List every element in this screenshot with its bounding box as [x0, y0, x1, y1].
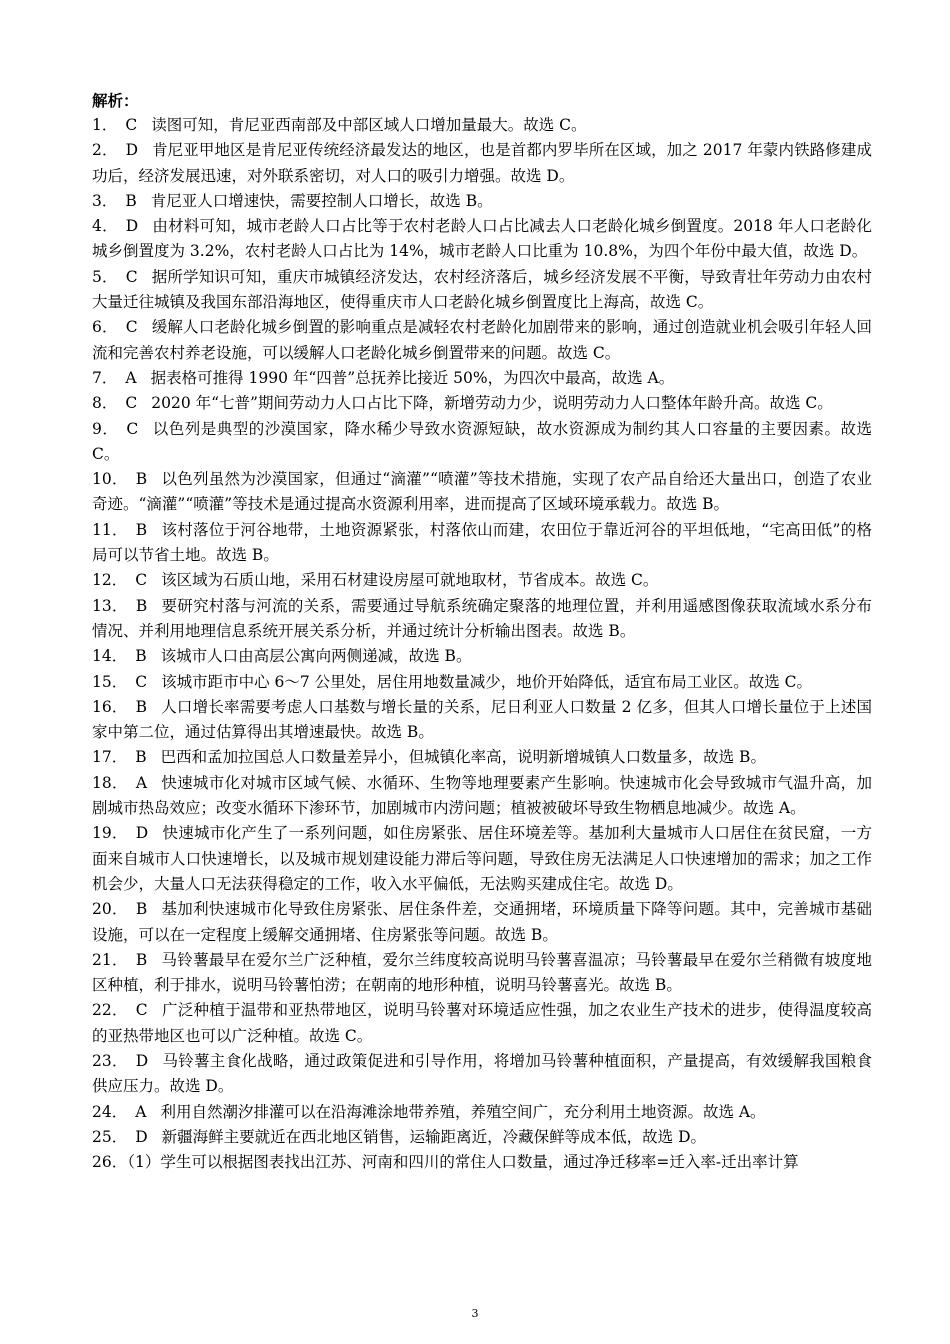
answer-choice: C: [125, 267, 138, 286]
question-number: 25．: [92, 1127, 128, 1146]
question-number: 18．: [92, 773, 128, 792]
answer-item: [92, 897, 872, 948]
explanation-text: 该村落位于河谷地带，土地资源紧张，村落依山而建，农田位于靠近河谷的平坦低地，“宅高田低”的格局可以节省土地。故选 B。: [92, 520, 872, 565]
explanation-text: （1）学生可以根据图表找出江苏、河南和四川的常住人口数量，通过净迁移率=迁入率-迁出率计算: [127, 1153, 799, 1172]
explanation-text: 2020 年“七普”期间劳动力人口占比下降，新增劳动力少，说明劳动力人口整体年龄升高。故选 C。: [151, 394, 833, 413]
explanation-text: 巴西和孟加拉国总人口数量差异小，但城镇化率高，说明新增城镇人口数量多，故选 B。: [160, 748, 766, 767]
answer-item: [92, 821, 872, 897]
answer-item: [92, 417, 872, 468]
answer-choice: C: [125, 318, 138, 337]
answer-choice: C: [125, 116, 138, 134]
explanation-text: 快速城市化对城市区域气候、水循环、生物等地理要素产生影响。快速城市化会导致城市气温升高，加剧城市热岛效应；改变水循环下渗环节，加剧城市内涝问题；植被被破坏导致生物栖息地减少。故选 A。: [92, 773, 872, 818]
answer-item: [92, 467, 872, 518]
question-number: 1．: [92, 116, 118, 134]
question-number: 2．: [92, 141, 118, 160]
answer-list: [92, 113, 872, 1175]
answer-item: [92, 670, 872, 695]
question-number: 23．: [92, 1051, 128, 1070]
explanation-text: 该城市距市中心 6～7 公里处，居住用地数量减少，地价开始降低，适宜布局工业区。故选 C。: [161, 672, 812, 691]
question-number: 10．: [92, 470, 128, 489]
explanation-text: 读图可知，肯尼亚西南部及中部区域人口增加量最大。故选 C。: [151, 116, 587, 134]
explanation-text: 快速城市化产生了一系列问题，如住房紧张、居住环境差等。基加利大量城市人口居住在贫民窟，一方面来自城市人口快速增长，以及城市规划建设能力滞后等问题，导致住房无法满足人口快速增加的需求；加之工作机会少，大量人口无法获得稳定的工作，收入水平偏低，无法购买建成住宅。故选 D。: [92, 824, 872, 893]
answer-item: [92, 568, 872, 593]
answer-item: [92, 366, 872, 391]
answer-item: [92, 113, 872, 138]
question-number: 26．: [92, 1153, 128, 1172]
answer-item: [92, 214, 872, 265]
answer-item: [92, 771, 872, 822]
explanation-text: 由材料可知，城市老龄人口占比等于农村老龄人口占比减去人口老龄化城乡倒置度。2018 年人口老龄化城乡倒置度为 3.2%，农村老龄人口占比为 14%，城市老龄人口比重为 10.8%，为四个年份中最大值，故选 D。: [92, 217, 872, 261]
answer-choice: B: [135, 748, 147, 767]
question-number: 4．: [92, 217, 118, 236]
answer-item: [92, 745, 872, 770]
answer-item: [92, 644, 872, 669]
explanation-text: 以色列虽然为沙漠国家，但通过“滴灌”“喷灌”等技术措施，实现了农产品自给还大量出口，创造了农业奇迹。“滴灌”“喷灌”等技术是通过提高水资源利用率，进而提高了区域环境承载力。故选 B。: [92, 470, 872, 514]
answer-choice: D: [135, 1127, 148, 1146]
answer-choice: C: [135, 672, 148, 691]
explanation-text: 马铃薯最早在爱尔兰广泛种植，爱尔兰纬度较高说明马铃薯喜温凉；马铃薯最早在爱尔兰稍微有坡度地区种植，利于排水，说明马铃薯怕涝；在朝南的地形种植，说明马铃薯喜光。故选 B。: [92, 950, 872, 995]
answer-choice: D: [125, 141, 138, 160]
answer-item: [92, 391, 872, 416]
answer-choice: B: [135, 596, 148, 615]
explanation-text: 要研究村落与河流的关系，需要通过导航系统确定聚落的地理位置，并利用遥感图像获取流域水系分布情况、并利用地理信息系统开展关系分析，并通过统计分析输出图表。故选 B。: [92, 596, 872, 640]
answer-item: [92, 1150, 872, 1175]
answer-choice: A: [135, 1102, 147, 1121]
question-number: 3．: [92, 191, 118, 210]
answer-item: [92, 695, 872, 746]
answer-item: [92, 1100, 872, 1125]
answer-choice: B: [125, 191, 137, 210]
question-number: 17．: [92, 748, 128, 767]
answer-item: [92, 265, 872, 316]
answer-choice: B: [135, 520, 148, 539]
explanation-text: 基加利快速城市化导致住房紧张、居住条件差，交通拥堵，环境质量下降等问题。其中，完善城市基础设施，可以在一定程度上缓解交通拥堵、住房紧张等问题。故选 B。: [92, 900, 872, 944]
answer-choice: B: [135, 697, 148, 716]
answer-choice: D: [135, 1051, 149, 1070]
answer-item: [92, 189, 872, 214]
explanation-text: 缓解人口老龄化城乡倒置的影响重点是减轻农村老龄化加剧带来的影响，通过创造就业机会吸引年轻人回流和完善农村养老设施，可以缓解人口老龄化城乡倒置带来的问题。故选 C。: [92, 318, 872, 362]
explanation-text: 肯尼亚人口增速快，需要控制人口增长，故选 B。: [150, 191, 493, 210]
answer-analysis: [92, 88, 872, 1175]
analysis-heading: 解析：: [92, 91, 139, 110]
answer-choice: B: [135, 950, 148, 969]
answer-choice: C: [126, 419, 139, 438]
question-number: 20．: [92, 900, 128, 919]
question-number: 5．: [92, 267, 118, 286]
question-number: 11．: [92, 520, 128, 539]
answer-item: [92, 138, 872, 189]
question-number: 9．: [92, 419, 119, 438]
answer-choice: A: [135, 773, 148, 792]
answer-item: [92, 1125, 872, 1150]
explanation-text: 马铃薯主食化战略，通过政策促进和引导作用，将增加马铃薯种植面积，产量提高，有效缓解我国粮食供应压力。故选 D。: [92, 1051, 872, 1096]
question-number: 22．: [92, 1001, 128, 1020]
explanation-text: 利用自然潮汐排灌可以在沿海滩涂地带养殖，养殖空间广，充分利用土地资源。故选 A。: [160, 1102, 766, 1121]
explanation-text: 人口增长率需要考虑人口基数与增长量的关系，尼日利亚人口数量 2 亿多，但其人口增长量位于上述国家中第二位，通过估算得出其增速最快。故选 B。: [92, 697, 872, 742]
answer-choice: C: [125, 394, 138, 413]
explanation-text: 据表格可推得 1990 年“四普”总抚养比接近 50%，为四次中最高，故选 A。: [150, 368, 675, 387]
answer-item: [92, 1049, 872, 1100]
answer-item: [92, 998, 872, 1049]
question-number: 8．: [92, 394, 118, 413]
question-number: 14．: [92, 647, 128, 666]
answer-choice: B: [135, 470, 148, 489]
question-number: 19．: [92, 824, 128, 843]
question-number: 24．: [92, 1102, 128, 1121]
question-number: 16．: [92, 697, 128, 716]
question-number: 6．: [92, 318, 118, 337]
explanation-text: 据所学知识可知，重庆市城镇经济发达，农村经济落后，城乡经济发展不平衡，导致青壮年劳动力由农村大量迁往城镇及我国东部沿海地区，使得重庆市人口老龄化城乡倒置度比上海高，故选 C。: [92, 267, 872, 312]
page-number: 3: [471, 1307, 479, 1320]
question-number: 12．: [92, 571, 128, 590]
question-number: 13．: [92, 596, 128, 615]
answer-item: [92, 518, 872, 569]
explanation-text: 该区域为石质山地，采用石材建设房屋可就地取材，节省成本。故选 C。: [161, 571, 659, 590]
answer-choice: C: [135, 1001, 148, 1020]
answer-choice: C: [135, 571, 148, 590]
answer-item: [92, 594, 872, 645]
answer-item: [92, 315, 872, 366]
explanation-text: 广泛种植于温带和亚热带地区，说明马铃薯对环境适应性强，加之农业生产技术的进步，使得温度较高的亚热带地区也可以广泛种植。故选 C。: [92, 1001, 872, 1045]
explanation-text: 该城市人口由高层公寓向两侧递减，故选 B。: [160, 647, 472, 666]
answer-item: [92, 948, 872, 999]
answer-choice: B: [135, 900, 148, 919]
question-number: 21．: [92, 950, 128, 969]
answer-choice: D: [125, 217, 139, 236]
explanation-text: 肯尼亚甲地区是肯尼亚传统经济最发达的地区，也是首都内罗毕所在区域，加之 2017 年蒙内铁路修建成功后，经济发展迅速，对外联系密切，对人口的吸引力增强。故选 D。: [92, 141, 872, 185]
explanation-text: 以色列是典型的沙漠国家，降水稀少导致水资源短缺，故水资源成为制约其人口容量的主要因素。故选 C。: [92, 419, 872, 463]
answer-choice: B: [135, 647, 147, 666]
answer-choice: D: [135, 824, 149, 843]
question-number: 15．: [92, 672, 128, 691]
question-number: 7．: [92, 368, 118, 387]
answer-choice: A: [125, 368, 137, 387]
explanation-text: 新疆海鲜主要就近在西北地区销售，运输距离近，冷藏保鲜等成本低，故选 D。: [161, 1127, 707, 1146]
